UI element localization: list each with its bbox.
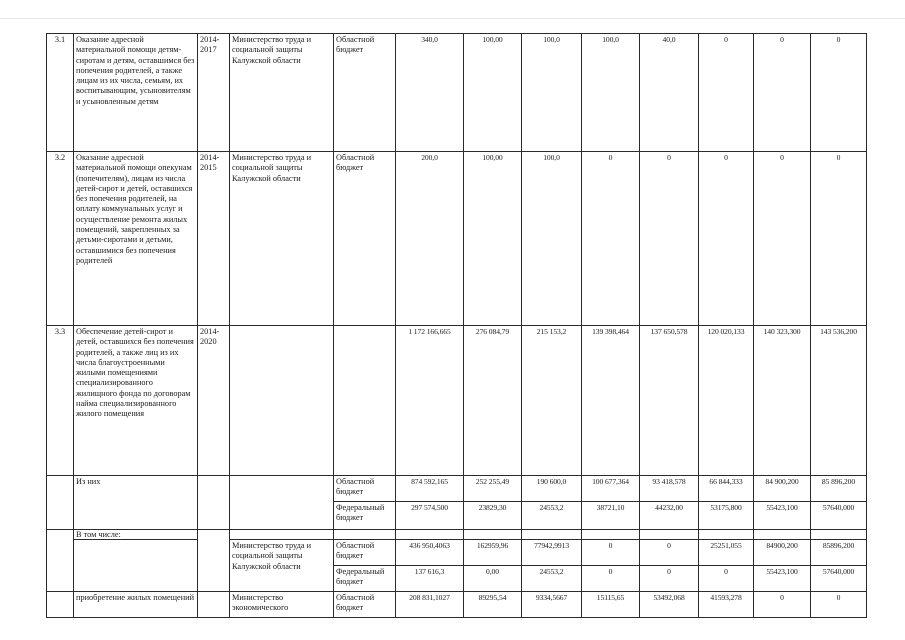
value-2014: 23829,30 — [464, 502, 522, 530]
source-cell: Областной бюджет — [334, 592, 396, 618]
value-2020: 57640,000 — [811, 566, 867, 592]
value-total: 436 950,4063 — [396, 540, 464, 566]
value-2018: 0 — [699, 152, 754, 326]
value-2017: 0 — [640, 540, 699, 566]
value-2019: 0 — [754, 592, 811, 618]
value-total: 137 616,3 — [396, 566, 464, 592]
value-2017 — [640, 530, 699, 540]
value-2017: 53492,068 — [640, 592, 699, 618]
value-2014: 100,00 — [464, 152, 522, 326]
value-2018 — [699, 530, 754, 540]
value-2018: 25251,055 — [699, 540, 754, 566]
source-cell: Федеральный бюджет — [334, 502, 396, 530]
value-2015: 100,0 — [522, 152, 582, 326]
value-2016: 38721,10 — [582, 502, 640, 530]
value-2020: 85 896,200 — [811, 476, 867, 502]
period-cell: 2014-2015 — [198, 152, 230, 326]
value-2017: 44232,00 — [640, 502, 699, 530]
value-2018: 53175,800 — [699, 502, 754, 530]
value-total: 1 172 166,665 — [396, 326, 464, 476]
table-row — [47, 592, 867, 618]
table-row — [47, 476, 867, 502]
row-number: 3.1 — [47, 34, 74, 152]
source-cell: Областной бюджет — [334, 152, 396, 326]
value-2014: 276 084,79 — [464, 326, 522, 476]
value-2020: 0 — [811, 592, 867, 618]
period-cell: 2014-2020 — [198, 326, 230, 476]
value-2014: 162959,96 — [464, 540, 522, 566]
value-2020: 85896,200 — [811, 540, 867, 566]
value-2015 — [522, 530, 582, 540]
row-number — [47, 530, 74, 540]
name-cell — [74, 540, 198, 592]
measure-name: Обеспечение детей-сирот и детей, оставшихся без попечения родителей, а также лиц из их числа благоустроенными жилыми помещениями специализированного жилищного фонда по договорам найма специализированного жилого помещения — [74, 326, 198, 476]
value-2019: 55423,100 — [754, 566, 811, 592]
value-2018: 41593,278 — [699, 592, 754, 618]
value-2020: 57640,000 — [811, 502, 867, 530]
value-2020: 0 — [811, 152, 867, 326]
value-2019 — [754, 530, 811, 540]
value-2014: 0,00 — [464, 566, 522, 592]
value-2016: 0 — [582, 152, 640, 326]
value-2014: 100,00 — [464, 34, 522, 152]
value-2019: 84 900,200 — [754, 476, 811, 502]
table-row — [47, 326, 867, 476]
value-2019: 140 323,300 — [754, 326, 811, 476]
table-row — [47, 34, 867, 152]
value-total — [396, 530, 464, 540]
value-2020 — [811, 530, 867, 540]
value-total: 208 831,1027 — [396, 592, 464, 618]
table-row — [47, 530, 867, 540]
v-tom-chisle-label: В том числе: — [74, 530, 198, 540]
period-cell — [198, 476, 230, 530]
value-2014: 89295,54 — [464, 592, 522, 618]
period-cell: 2014-2017 — [198, 34, 230, 152]
value-2016: 100,0 — [582, 34, 640, 152]
priobretenie-label: приобретение жилых помещений — [74, 592, 198, 618]
value-2017: 137 650,578 — [640, 326, 699, 476]
row-number: 3.3 — [47, 326, 74, 476]
value-2014 — [464, 530, 522, 540]
value-2015: 77942,9913 — [522, 540, 582, 566]
value-2017: 0 — [640, 566, 699, 592]
value-total: 340,0 — [396, 34, 464, 152]
value-total: 200,0 — [396, 152, 464, 326]
measure-name: Оказание адресной материальной помощи детям-сиротам и детям, оставшимся без попечения родителей, а также лицам из их числа, семьям, их воспитывающим, усыновителям и усыновленным детям — [74, 34, 198, 152]
period-cell — [198, 540, 230, 592]
table-row — [47, 152, 867, 326]
value-2014: 252 255,49 — [464, 476, 522, 502]
value-2015: 24553,2 — [522, 566, 582, 592]
value-2015: 215 153,2 — [522, 326, 582, 476]
value-2017: 93 418,578 — [640, 476, 699, 502]
executor-cell: Министерство экономического — [230, 592, 334, 618]
budget-table — [46, 33, 867, 618]
iz-nikh-label: Из них — [74, 476, 198, 530]
source-cell: Федеральный бюджет — [334, 566, 396, 592]
executor-cell — [230, 530, 334, 540]
value-2018: 0 — [699, 566, 754, 592]
value-total: 874 592,165 — [396, 476, 464, 502]
row-number — [47, 540, 74, 592]
value-2019: 0 — [754, 152, 811, 326]
period-cell — [198, 592, 230, 618]
value-2019: 0 — [754, 34, 811, 152]
executor-cell: Министерство труда и социальной защиты Калужской области — [230, 152, 334, 326]
value-2019: 84900,200 — [754, 540, 811, 566]
value-2020: 143 536,200 — [811, 326, 867, 476]
value-2020: 0 — [811, 34, 867, 152]
value-2015: 190 600,0 — [522, 476, 582, 502]
executor-cell: Министерство труда и социальной защиты Калужской области — [230, 34, 334, 152]
value-2016: 100 677,364 — [582, 476, 640, 502]
value-2016 — [582, 530, 640, 540]
row-number: 3.2 — [47, 152, 74, 326]
value-2016: 139 398,464 — [582, 326, 640, 476]
source-cell: Областной бюджет — [334, 34, 396, 152]
table-row — [47, 540, 867, 566]
period-cell — [198, 530, 230, 540]
source-cell: Областной бюджет — [334, 476, 396, 502]
value-2017: 0 — [640, 152, 699, 326]
value-2018: 66 844,333 — [699, 476, 754, 502]
value-2015: 9334,5667 — [522, 592, 582, 618]
scan-artifact — [0, 18, 905, 19]
source-cell: Областной бюджет — [334, 540, 396, 566]
value-2015: 24553,2 — [522, 502, 582, 530]
source-cell — [334, 530, 396, 540]
executor-cell — [230, 476, 334, 530]
row-number — [47, 592, 74, 618]
value-2019: 55423,100 — [754, 502, 811, 530]
source-cell — [334, 326, 396, 476]
row-number — [47, 476, 74, 530]
value-2016: 15115,65 — [582, 592, 640, 618]
value-2016: 0 — [582, 540, 640, 566]
executor-cell — [230, 326, 334, 476]
value-total: 297 574,500 — [396, 502, 464, 530]
value-2018: 120 020,133 — [699, 326, 754, 476]
value-2018: 0 — [699, 34, 754, 152]
executor-cell: Министерство труда и социальной защиты Калужской области — [230, 540, 334, 592]
measure-name: Оказание адресной материальной помощи опекунам (попечителям), лицам из числа детей-сирот и детей, оставшихся без попечения родителей, на оплату коммунальных услуг и осуществление ремонта жилых помещений, закрепленных за детьми-сиротами и детьми, оставшимися без попечения родителей — [74, 152, 198, 326]
value-2016: 0 — [582, 566, 640, 592]
value-2017: 40,0 — [640, 34, 699, 152]
value-2015: 100,0 — [522, 34, 582, 152]
